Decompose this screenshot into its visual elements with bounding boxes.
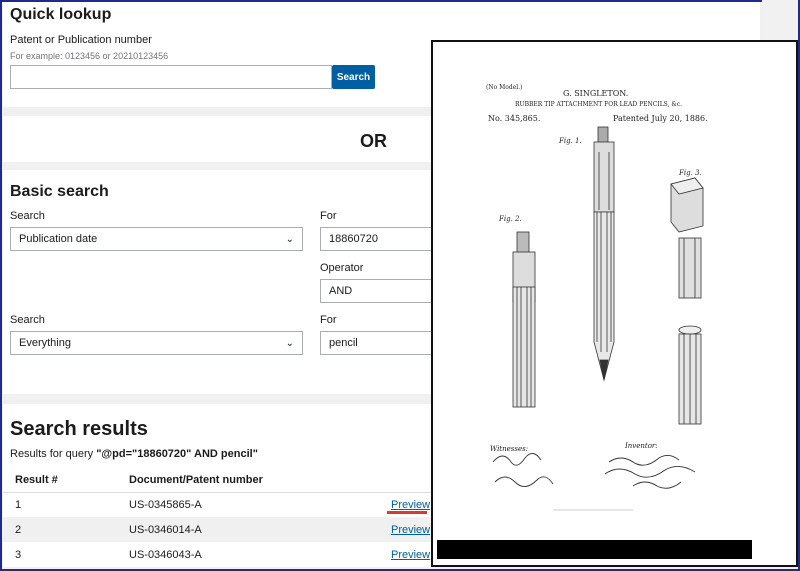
result-number: 1 xyxy=(15,499,22,511)
results-query-text xyxy=(10,448,258,460)
fig1-pencil-drawing xyxy=(594,127,614,380)
preview-highlight-underline xyxy=(387,511,427,514)
search-field-2-select[interactable] xyxy=(10,331,303,355)
header-result-number: Result # xyxy=(15,473,58,486)
for-field-1-label: For xyxy=(320,210,337,222)
preview-link[interactable]: Preview xyxy=(391,499,431,511)
patent-no-model: (No Model.) xyxy=(486,84,523,91)
result-number: 3 xyxy=(15,548,22,561)
patent-inventor-header: G. SINGLETON. xyxy=(563,89,629,98)
inventor-label: Inventor: xyxy=(625,442,658,450)
search-field-1-label: Search xyxy=(10,210,45,222)
preview-bottom-bar xyxy=(437,540,752,559)
search-field-2-value: Everything xyxy=(19,337,71,349)
search-results-title: Search results xyxy=(10,418,148,440)
patent-number-input[interactable] xyxy=(10,65,332,89)
signatures-drawing xyxy=(493,453,695,488)
result-number: 2 xyxy=(15,523,22,536)
patent-number-hint: For example: 0123456 or 20210123456 xyxy=(10,51,169,61)
for-field-1-input[interactable]: 18860720 xyxy=(320,227,440,251)
fig2-label: Fig. 2. xyxy=(499,215,522,223)
patent-preview-overlay xyxy=(431,40,798,567)
document-number: US-0346014-A xyxy=(129,523,202,536)
fig3-label: Fig. 3. xyxy=(679,169,702,177)
chevron-down-icon: ⌄ xyxy=(285,337,294,349)
fig1-label: Fig. 1. xyxy=(559,137,582,145)
search-field-1-select[interactable] xyxy=(10,227,303,251)
basic-search-title: Basic search xyxy=(10,183,109,200)
search-field-1-value: Publication date xyxy=(19,233,98,245)
fig3-drawing xyxy=(671,178,703,424)
results-query-value: "@pd="18860720" AND pencil" xyxy=(96,448,258,460)
preview-link[interactable]: Preview xyxy=(391,523,431,536)
document-number: US-0346043-A xyxy=(129,548,202,561)
for-field-2-label: For xyxy=(320,314,337,326)
header-document-number: Document/Patent number xyxy=(129,473,263,486)
results-query-prefix: Results for query xyxy=(10,448,97,460)
fig2-pencil-drawing xyxy=(513,232,535,407)
chevron-down-icon: ⌄ xyxy=(285,233,294,245)
document-number: US-0345865-A xyxy=(129,499,202,511)
for-field-2-input[interactable]: pencil xyxy=(320,331,440,355)
quick-lookup-search-button[interactable]: Search xyxy=(332,65,375,89)
search-field-2-label: Search xyxy=(10,314,45,326)
or-label: OR xyxy=(360,131,387,151)
patent-drawing xyxy=(433,42,796,565)
operator-label: Operator xyxy=(320,262,364,274)
witnesses-label: Witnesses: xyxy=(490,445,529,453)
patent-number: No. 345,865. xyxy=(488,114,541,123)
patent-number-label: Patent or Publication number xyxy=(10,34,152,46)
quick-lookup-title: Quick lookup xyxy=(10,6,112,23)
patent-title: RUBBER TIP ATTACHMENT FOR LEAD PENCILS, &c. xyxy=(515,101,682,108)
patent-date: Patented July 20, 1886. xyxy=(613,114,708,123)
operator-select[interactable]: AND xyxy=(320,279,440,303)
preview-link[interactable]: Preview xyxy=(391,548,431,561)
